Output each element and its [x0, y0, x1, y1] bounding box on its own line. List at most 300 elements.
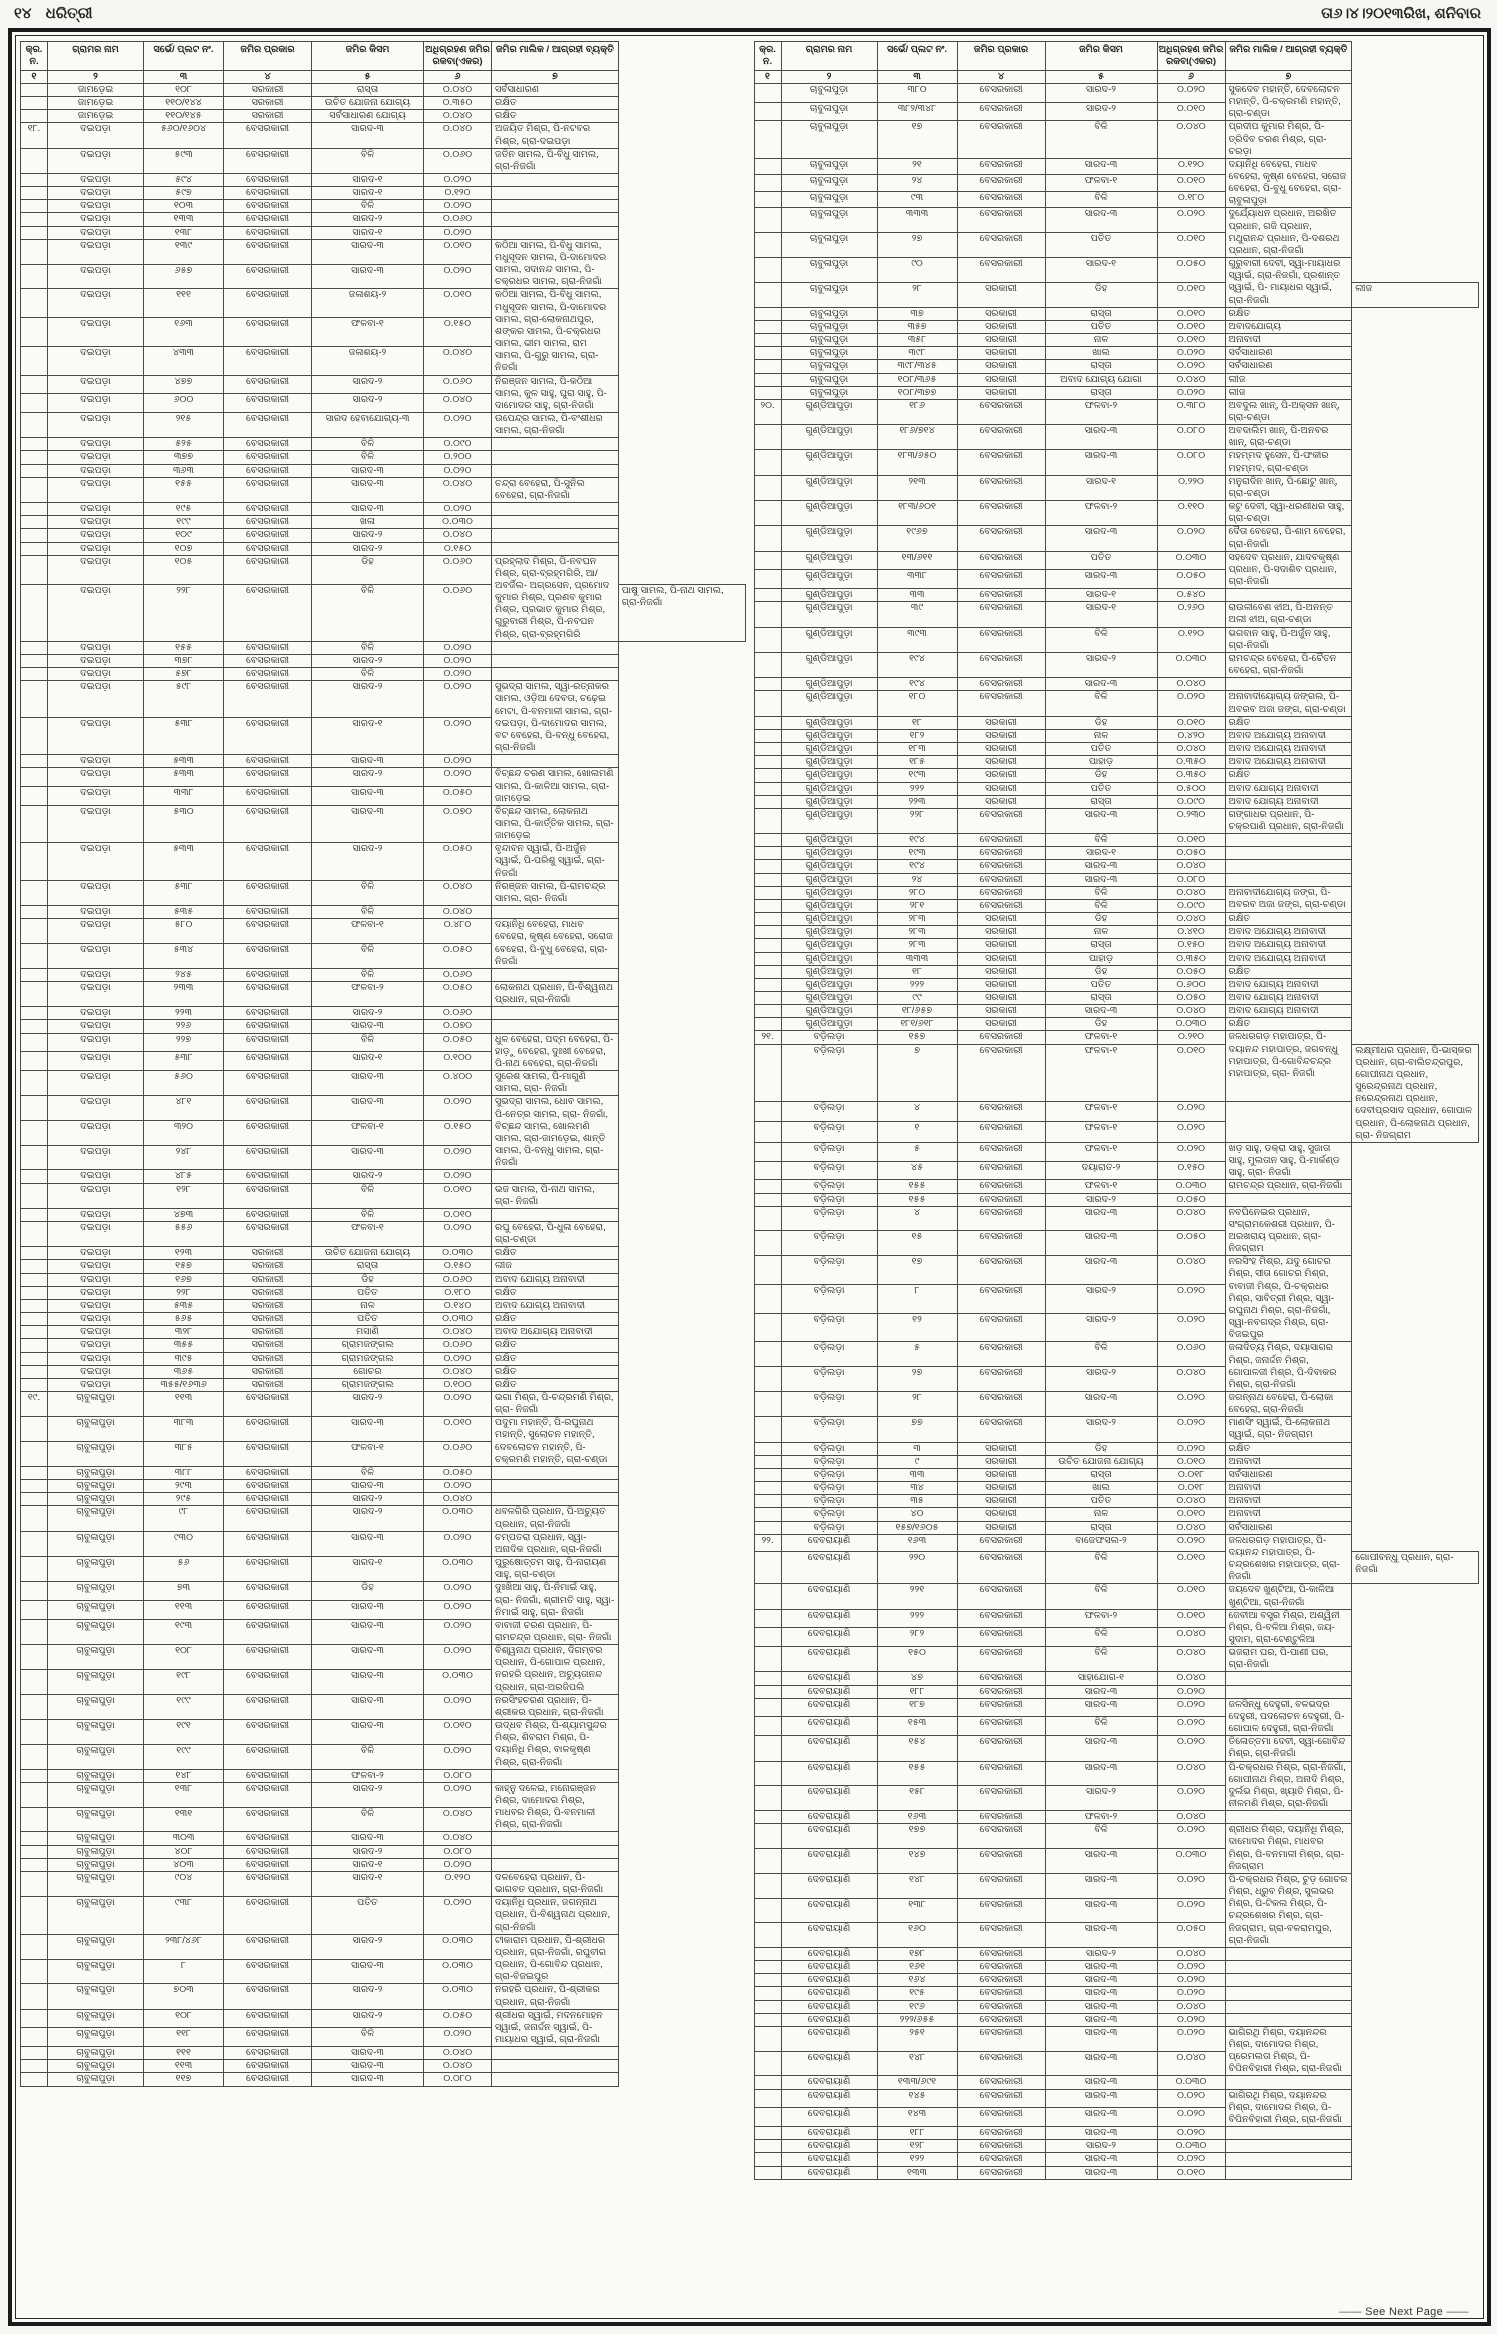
table-row [754, 926, 1479, 939]
village-cell: ଚାବୁଳାପୁଡ଼ା [48, 1984, 144, 2009]
table-row [21, 1601, 746, 1620]
kisam-cell: ସାରଦ-୧ [312, 226, 424, 239]
area-cell: ୦.୦୬୦ [424, 555, 492, 584]
survey-plot-cell: ୧୪୭ [877, 1849, 957, 1874]
owner-cell: ଅବଦୁଲ ଖାନ୍, ପି-ଅକ୍ସନ ଖାନ୍, ଗ୍ରା-ଚଣ୍ଡା [1225, 399, 1352, 424]
area-cell: ୦.୦୧୦ [1157, 175, 1225, 192]
village-cell: ଦଇପଡ଼ା [48, 394, 144, 413]
serial-cell [21, 585, 48, 642]
owner-cell: ଉପେନ୍ଦ୍ର ସାମଲ, ପି-ବଂଶୀଧର ସାମଲ, ଗ୍ରା-ନିଜଗାଁ [492, 412, 619, 437]
kisam-cell: ସାରଦ-୩ [312, 1669, 424, 1694]
survey-plot-cell: ୩୨୦ [144, 1121, 224, 1146]
serial-cell [21, 1313, 48, 1326]
owner-cell: ରକ୍ଷିତ [492, 1378, 619, 1391]
table-row [754, 1495, 1479, 1508]
kisam-cell: ବିଳି [312, 438, 424, 451]
village-cell: ଦଇପଡ଼ା [48, 451, 144, 464]
area-cell: ୦.୦୬୦ [424, 585, 492, 642]
survey-plot-cell: ୧୯୫ [877, 1987, 957, 2000]
kisam-cell: ସାରଦ-୨ [1045, 1786, 1157, 1811]
owner-cell: ରକ୍ଷିତ [1225, 716, 1352, 729]
village-cell: ଚାବୁଳାପୁଡ଼ା [48, 2073, 144, 2086]
land-type-cell: ସରକାରୀ [957, 360, 1045, 373]
table-row [754, 1672, 1479, 1685]
table-row [754, 1647, 1479, 1672]
survey-plot-cell: ୫୩୮ [144, 1052, 224, 1071]
serial-cell [21, 346, 48, 375]
land-type-cell: ବେସରକାରୀ [224, 1145, 312, 1170]
serial-cell [754, 1873, 781, 1898]
area-cell: ୦.୦୨୦ [1157, 1898, 1225, 1923]
survey-plot-cell: ୫ [877, 1142, 957, 1161]
owner-cell [1225, 589, 1352, 602]
owner-cell [1225, 2166, 1352, 2179]
kisam-cell: ଡିହ [1045, 769, 1157, 782]
area-cell: ୦.୦୨୦ [1157, 1961, 1225, 1974]
serial-cell [21, 1769, 48, 1782]
village-cell: ଦେବରାୟାଣି [781, 1534, 877, 1551]
area-cell: ୦.୦୪୦ [1157, 121, 1225, 158]
serial-cell [754, 1647, 781, 1672]
village-cell: ଦଇପଡ଼ା [48, 239, 144, 264]
kisam-cell: ରାସ୍ତା [1045, 795, 1157, 808]
owner-cell: ଅବାଦ ଯୋଗ୍ୟ ଅନାବାଦୀ [1225, 992, 1352, 1005]
area-cell: ୦.୦୨୦ [1157, 83, 1225, 102]
column-number-cell: ୭ [492, 70, 619, 83]
serial-cell [21, 394, 48, 413]
serial-cell [754, 1417, 781, 1442]
column-number-cell: ୬ [1157, 70, 1225, 83]
area-cell: ୦.୦୧୦ [1157, 2166, 1225, 2179]
owner-cell: ରକ୍ଷିତ [1225, 965, 1352, 978]
date-line: ତା୬।୪।୨୦୧୩ରିଖ, ଶନିବାର [1321, 5, 1481, 22]
land-type-cell: ସରକାରୀ [224, 1378, 312, 1391]
owner-cell: ସହଦେବ ପ୍ରଧାନ, ଯାଦବକୃଷ୍ଣ ପ୍ରଧାନ, ପି-ସଦାଶିବ ପ୍ରଧାନ, ଗ୍ରା-ନିଜଗାଁ [1225, 551, 1352, 588]
kisam-cell: ବିଳି [1045, 899, 1157, 912]
kisam-cell: ସାରଦ-୩ [312, 264, 424, 289]
table-row [754, 282, 1479, 307]
area-cell: ୦.୦୫୦ [1157, 965, 1225, 978]
area-cell: ୦.୦୪୦ [424, 477, 492, 502]
village-cell: ଦେବରାୟାଣି [781, 1685, 877, 1698]
survey-plot-cell: ୨୭ [877, 1367, 957, 1392]
survey-plot-cell: ୯୮ [144, 1506, 224, 1531]
table-row [21, 1858, 746, 1871]
serial-cell [21, 1273, 48, 1286]
area-cell: ୦.୦୬୦ [424, 968, 492, 981]
kisam-cell: ସାରଦ-୨ [1045, 652, 1157, 677]
village-cell: ଦଇପଡ଼ା [48, 654, 144, 667]
area-cell: ୦.୦୨୦ [1157, 1534, 1225, 1551]
table-row [21, 542, 746, 555]
table-row [21, 1096, 746, 1121]
survey-plot-cell: ୧୩/୬୧୧ [877, 551, 957, 570]
table-row [21, 555, 746, 584]
serial-cell [21, 1531, 48, 1556]
survey-plot-cell: ୧୬୧ [877, 1961, 957, 1974]
survey-plot-cell: ୫୫୬ [144, 1221, 224, 1246]
survey-plot-cell: ୧୮ [877, 965, 957, 978]
owner-cell [492, 451, 619, 464]
serial-cell [754, 2026, 781, 2051]
table-row [754, 1031, 1479, 1044]
survey-plot-cell: ୧୧୧ [144, 289, 224, 318]
land-type-cell: ବେସରକାରୀ [957, 1947, 1045, 1960]
serial-cell [21, 1934, 48, 1959]
village-cell: ଦଇପଡ଼ା [48, 880, 144, 905]
survey-plot-cell: ୧୦୩ [144, 200, 224, 213]
kisam-cell: ସାରଦ-୨ [312, 654, 424, 667]
table-row [754, 360, 1479, 373]
table-row [21, 148, 746, 173]
owner-cell: ଅନାବାଦୀ [1225, 1455, 1352, 1468]
kisam-cell: ସାରଦ-୨ [1045, 1313, 1157, 1342]
table-row [754, 233, 1479, 258]
village-cell: ଦଇପଡ଼ା [48, 1052, 144, 1071]
land-type-cell: ବେସରକାରୀ [957, 2166, 1045, 2179]
land-acquisition-table-right [754, 41, 1480, 2180]
table-row [21, 412, 746, 437]
village-cell: ଗୁଣ୍ଡିଆପୁଡ଼ା [781, 939, 877, 952]
survey-plot-cell: ୧୨୮ [877, 2140, 957, 2153]
owner-cell: କଠିଆ ସାମଲ, ପି-ବିଧୁ ସାମଲ, ମଧୁସୂଦନ ସାମଲ, ପି-ଦାମୋଦର ସାମଲ, ସଦାନନ୍ଦ ସାମଲ, ପି-ଚକ୍ରଧର ସାମଲ, ଗ୍ରା-ନିଜଗାଁ [492, 239, 619, 289]
kisam-cell: ସାରଦ-୩ [312, 787, 424, 806]
kisam-cell: ନାଳ [1045, 729, 1157, 742]
village-cell: ଗୁଣ୍ଡିଆପୁଡ଼ା [781, 729, 877, 742]
serial-cell [21, 226, 48, 239]
land-type-cell: ବେସରକାରୀ [957, 1122, 1045, 1143]
serial-cell [754, 589, 781, 602]
land-type-cell: ବେସରକାରୀ [224, 375, 312, 394]
owner-cell: ଲୀଜ [1225, 386, 1352, 399]
survey-plot-cell: ୩ [877, 1442, 957, 1455]
land-type-cell: ସରକାରୀ [957, 1455, 1045, 1468]
land-type-cell: ବେସରକାରୀ [957, 1761, 1045, 1786]
land-type-cell: ବେସରକାରୀ [224, 944, 312, 969]
survey-plot-cell: ୧୯୬ [877, 2000, 957, 2013]
area-cell: ୦.୦୫୦ [1157, 1923, 1225, 1948]
serial-cell [754, 1551, 781, 1584]
area-cell: ୦.୦୪୦ [424, 1832, 492, 1845]
owner-cell: ପି-ଚକ୍ରଧର ମିଶ୍ର, ଗ୍ରା-ନିଜଗାଁ, ଗୋପୀନାଥ ମିଶ୍ର, ଅନାଦି ମିଶ୍ର, ଦୁର୍ଲଭ ମିଶ୍ର, ଖ୍ୟାତି ମିଶ୍ର, ପି-ନୀଳମଣି ମିଶ୍ର, ଗ୍ରା-ନିଜଗାଁ [1225, 1761, 1352, 1811]
table-row [21, 1313, 746, 1326]
village-cell: ବଡ଼ିଲଡ଼ା [781, 1468, 877, 1481]
kisam-cell: ଖାଲ [1045, 1482, 1157, 1495]
village-cell: ଦଇପଡ଼ା [48, 174, 144, 187]
land-acquisition-table-left [20, 41, 746, 2087]
table-row [754, 860, 1479, 873]
paper-name: ଧରିତ୍ରୀ [45, 5, 93, 22]
land-type-cell: ବେସରକାରୀ [957, 886, 1045, 899]
table-row [754, 347, 1479, 360]
owner-cell: ମହମ୍ମଦ ହୁସେନ, ପି-ଫକୀର ମହମ୍ମଦ, ଗ୍ରା-ଚଣ୍ଡା [1225, 450, 1352, 475]
serial-cell [21, 1033, 48, 1052]
village-cell: ଦଇପଡ଼ା [48, 555, 144, 584]
serial-cell [754, 965, 781, 978]
land-type-cell: ବେସରକାରୀ [224, 213, 312, 226]
land-type-cell: ବେସରକାରୀ [957, 1284, 1045, 1313]
survey-plot-cell: ୯୦୪ [144, 1871, 224, 1896]
area-cell: ୦.୧୦୦ [424, 1052, 492, 1071]
village-cell: ଦଇପଡ଼ା [48, 1326, 144, 1339]
village-cell: ଗୁଣ୍ଡିଆପୁଡ଼ା [781, 425, 877, 450]
land-type-cell: ବେସରକାରୀ [957, 1180, 1045, 1193]
owner-cell: ନବଘିନେଇର ପ୍ରଧାନ, ସଂଗ୍ରାମକେଶରୀ ପ୍ରଧାନ, ପି-ଅରଖରାୟ ପ୍ରଧାନ, ଗ୍ରା- ନିଜଗ୍ରାମ [1225, 1206, 1352, 1256]
table-row [21, 1442, 746, 1467]
table-row [754, 570, 1479, 589]
land-type-cell: ସରକାରୀ [957, 769, 1045, 782]
village-cell: ଦଇପଡ଼ା [48, 1007, 144, 1020]
survey-plot-cell: ୧୯୩ [144, 1619, 224, 1644]
area-cell: ୦.୦୨୦ [1157, 1122, 1225, 1143]
land-type-cell: ବେସରକାରୀ [957, 2153, 1045, 2166]
kisam-cell: ସାରଦ-୩ [1045, 873, 1157, 886]
serial-cell [21, 1096, 48, 1121]
land-type-cell: ବେସରକାରୀ [957, 1647, 1045, 1672]
serial-cell [21, 318, 48, 347]
village-cell: ଗୁଣ୍ଡିଆପୁଡ଼ା [781, 965, 877, 978]
village-cell: ବଡ଼ିଲଡ଼ା [781, 1313, 877, 1342]
owner-cell [1225, 1974, 1352, 1987]
serial-cell [754, 2108, 781, 2127]
owner-cell: ଦୈତା ବେହେରା, ପି-ଶାମ ବେହେରା, ଗ୍ରା-ନିଜଗାଁ [1225, 526, 1352, 551]
village-cell: ଦଇପଡ଼ା [48, 200, 144, 213]
owner-cell: ଧବଳଗିରି ପ୍ରଧାନ, ପି-ଅଚ୍ୟୁତ ପ୍ରଧାନ, ଗ୍ରା-ନିଜଗାଁ [492, 1506, 619, 1531]
village-cell: ଦେବରାୟାଣି [781, 2127, 877, 2140]
survey-plot-cell: ୧୯୫ [144, 503, 224, 516]
owner-cell: ଲୀଜ [492, 1260, 619, 1273]
kisam-cell: ବିଳି [1045, 1628, 1157, 1647]
land-type-cell: ସରକାରୀ [957, 334, 1045, 347]
village-cell: ଗୁଣ୍ଡିଆପୁଡ଼ା [781, 1005, 877, 1018]
owner-cell: ଅବାଦ ଯୋଗ୍ୟ ଅନାବାଦୀ [1225, 978, 1352, 991]
owner-cell: ଲୀଜ [1352, 282, 1479, 307]
survey-plot-cell: ୨୮୩ [877, 939, 957, 952]
area-cell: ୦.୦୫୦ [1157, 1231, 1225, 1256]
owner-cell [492, 755, 619, 768]
land-type-cell: ବେସରକାରୀ [224, 1071, 312, 1096]
area-cell: ୦.୦୨୦ [1157, 1685, 1225, 1698]
kisam-cell: ସାରଦ-୩ [1045, 2076, 1157, 2089]
kisam-cell: ସାରଦ-୨ [312, 1934, 424, 1959]
area-cell: ୦.୦୨୦ [1157, 1442, 1225, 1455]
survey-plot-cell: ୫୩୫ [144, 906, 224, 919]
village-cell: ଦେବରାୟାଣି [781, 1647, 877, 1672]
table-row [754, 795, 1479, 808]
land-type-cell: ବେସରକାରୀ [957, 860, 1045, 873]
village-cell: ବଡ଼ିଲଡ଼ା [781, 1180, 877, 1193]
survey-plot-cell: ୧୮୩ [877, 743, 957, 756]
village-cell: ଦେବରାୟାଣି [781, 2153, 877, 2166]
area-cell: ୦.୧୫୦ [424, 318, 492, 347]
land-type-cell: ବେସରକାରୀ [224, 464, 312, 477]
kisam-cell: ରାସ୍ତା [1045, 307, 1157, 320]
owner-cell [492, 1845, 619, 1858]
serial-cell [754, 1206, 781, 1231]
serial-cell [754, 1824, 781, 1849]
land-type-cell: ବେସରକାରୀ [957, 1898, 1045, 1923]
table-row [21, 944, 746, 969]
kisam-cell: ପତିତ [1045, 743, 1157, 756]
area-cell: ୦.୦୫୦ [424, 982, 492, 1007]
village-cell: ଦେବରାୟାଣି [781, 1609, 877, 1628]
kisam-cell: ଉଚିତ ଯୋଜନା ଯୋଗ୍ୟ [1045, 1455, 1157, 1468]
table-row [754, 258, 1479, 283]
area-cell: ୦.୧୮୦ [1157, 191, 1225, 208]
land-type-cell: ବେସରକାରୀ [224, 2009, 312, 2028]
table-row [754, 1161, 1479, 1180]
kisam-cell: ବିଳି [312, 148, 424, 173]
area-cell: ୦.୦୩୦ [424, 1934, 492, 1959]
land-type-cell: ବେସରକାରୀ [957, 1824, 1045, 1849]
village-cell: ବଡ଼ିଲଡ଼ା [781, 1044, 877, 1101]
kisam-cell: ସାରଦ-୩ [312, 755, 424, 768]
survey-plot-cell: ୮ [144, 1959, 224, 1984]
area-cell: ୦.୦୨୦ [424, 1601, 492, 1620]
owner-cell: ରକ୍ଷିତ [1225, 1018, 1352, 1031]
survey-plot-cell: ୨୨୮ [144, 585, 224, 642]
village-cell: ଚାବୁଳାପୁଡ଼ା [781, 282, 877, 307]
survey-plot-cell: ୫୩୩ [144, 755, 224, 768]
survey-plot-cell: ୪୭୩ [144, 1208, 224, 1221]
owner-cell: ଦୟାନିଧି ପ୍ରଧାନ, ଜଗନ୍ନାଥ ପ୍ରଧାନ, ପି-ବିଶ୍ୱନାଥ ପ୍ରଧାନ, ଗ୍ରା-ନିଜଗାଁ [492, 1897, 619, 1934]
survey-plot-cell: ୫୯୭ [144, 187, 224, 200]
serial-cell [754, 1256, 781, 1285]
land-type-cell: ବେସରକାରୀ [224, 200, 312, 213]
village-cell: ଗୁଣ୍ଡିଆପୁଡ଼ା [781, 691, 877, 716]
serial-cell [754, 795, 781, 808]
serial-cell [21, 1807, 48, 1832]
land-type-cell: ବେସରକାରୀ [957, 1698, 1045, 1717]
table-row [21, 1208, 746, 1221]
table-row [21, 1557, 746, 1582]
serial-cell [754, 729, 781, 742]
village-cell: ଦେବରାୟାଣି [781, 2140, 877, 2153]
kisam-cell: ସାରଦ-୨ [312, 213, 424, 226]
area-cell: ୦.୦୯୦ [1157, 899, 1225, 912]
area-cell: ୦.୦୨୦ [424, 2028, 492, 2047]
survey-plot-cell: ୧୯୮ [144, 1669, 224, 1694]
serial-cell [754, 602, 781, 627]
land-type-cell: ବେସରକାରୀ [224, 477, 312, 502]
area-cell: ୦.୦୪୦ [424, 83, 492, 96]
kisam-cell: ସାରଦ-୩ [1045, 1987, 1157, 2000]
serial-cell [754, 1468, 781, 1481]
survey-plot-cell: ୧୯୯ [144, 516, 224, 529]
kisam-cell: ପତିତ [312, 1897, 424, 1934]
serial-cell [21, 1871, 48, 1896]
area-cell: ୦.୦୨୦ [1157, 2108, 1225, 2127]
survey-plot-cell: ୨୫୧ [877, 2026, 957, 2051]
table-row [754, 1044, 1479, 1101]
serial-cell [754, 83, 781, 102]
survey-plot-cell: ୩୯ [877, 602, 957, 627]
owner-cell [492, 200, 619, 213]
owner-cell [492, 438, 619, 451]
serial-cell [754, 501, 781, 526]
kisam-cell: ସାରଦ-୨ [1045, 1947, 1157, 1960]
land-type-cell: ବେସରକାରୀ [224, 681, 312, 718]
land-type-cell: ବେସରକାରୀ [224, 1007, 312, 1020]
table-row [21, 1286, 746, 1299]
kisam-cell: ଅବାଦ ଯୋଗ୍ୟ ଯୋଗା [1045, 373, 1157, 386]
serial-cell [21, 2047, 48, 2060]
kisam-cell: ଉଚିତ ଯୋଜନା ଯୋଗ୍ୟ [312, 1247, 424, 1260]
kisam-cell: ବିଳି [1045, 627, 1157, 652]
owner-cell: ସର୍ବସାଧାରଣ [1225, 1521, 1352, 1534]
owner-cell: ବୃନ୍ଦାବନ ସ୍ୱାଇଁ, ପି-ଅର୍ଜୁନ ସ୍ୱାଇଁ, ପି-ପରିଶୁ ସ୍ୱାଇଁ, ଗ୍ରା- ନିଜଗାଁ [492, 843, 619, 880]
area-cell: ୦.୦୬୦ [424, 1339, 492, 1352]
kisam-cell: ଫଳବା-୨ [1045, 1609, 1157, 1628]
survey-plot-cell: ୬୫୭ [144, 264, 224, 289]
area-cell: ୦.୦୨୦ [424, 1744, 492, 1769]
survey-plot-cell: ୧୦୭ [144, 542, 224, 555]
kisam-cell: ସାରଦ-୩ [1045, 1898, 1157, 1923]
serial-cell [21, 1959, 48, 1984]
village-cell: ଦେବରାୟାଣି [781, 1898, 877, 1923]
area-cell: ୦.୦୧୦ [424, 1417, 492, 1442]
table-row [754, 939, 1479, 952]
kisam-cell: ସାରଦ-୧ [1045, 602, 1157, 627]
kisam-cell: ସାରଦ-୩ [1045, 425, 1157, 450]
kisam-cell: ସାରଦ-୨ [312, 1392, 424, 1417]
kisam-cell: ଫଳବା-୧ [1045, 175, 1157, 192]
owner-cell: ରକ୍ଷିତ [492, 110, 619, 123]
table-row [754, 769, 1479, 782]
owner-cell: ଅବାଦ ଯୋଗ୍ୟ ଅନାବାଦୀ [492, 1273, 619, 1286]
land-type-cell: ବେସରକାରୀ [224, 1557, 312, 1582]
kisam-cell: ରାସ୍ତା [1045, 992, 1157, 1005]
kisam-cell: ସାରଦ-୩ [312, 2073, 424, 2086]
area-cell: ୦.୦୪୦ [1157, 373, 1225, 386]
village-cell: ଦଇପଡ଼ା [48, 968, 144, 981]
land-type-cell: ବେସରକାରୀ [224, 289, 312, 318]
table-row [754, 1231, 1479, 1256]
area-cell: ୦.୦୨୦ [424, 718, 492, 755]
survey-plot-cell: ୧୯୪ [877, 860, 957, 873]
village-cell: ଗୁଣ୍ଡିଆପୁଡ଼ା [781, 834, 877, 847]
survey-plot-cell: ୨୮୧ [877, 899, 957, 912]
table-row [21, 1121, 746, 1146]
kisam-cell: ଗ୍ରାମଜଙ୍ଗଲ [312, 1352, 424, 1365]
table-row [21, 843, 746, 880]
table-row [21, 1378, 746, 1391]
serial-cell [754, 992, 781, 1005]
area-cell: ୦.୦୨୦ [424, 264, 492, 289]
serial-cell [754, 1987, 781, 2000]
owner-cell: ଜଳସିନ୍ଧୁ ଦେହୁରୀ, ବଳଭଦ୍ର ଦେହୁରୀ, ପଦଲୋଚନ ଦେହୁରୀ, ପି-ଗୋପାଳ ଦେହୁରୀ, ଗ୍ରା-ନିଜଗାଁ [1225, 1698, 1352, 1735]
serial-cell [21, 1858, 48, 1871]
owner-cell: ସର୍ବସାଧାରଣ [1225, 1468, 1352, 1481]
serial-cell [754, 307, 781, 320]
table-row [21, 1645, 746, 1670]
village-cell: ଦଇପଡ଼ା [48, 843, 144, 880]
village-cell: ଗୁଣ୍ଡିଆପୁଡ଼ା [781, 602, 877, 627]
village-cell: ଚାବୁଳାପୁଡ଼ା [48, 1392, 144, 1417]
table-row [21, 681, 746, 718]
serial-cell [21, 529, 48, 542]
village-cell: ଦଇପଡ଼ା [48, 755, 144, 768]
village-cell: ଦଇପଡ଼ା [48, 1273, 144, 1286]
table-row [21, 805, 746, 842]
village-cell: ଚାବୁଳାପୁଡ଼ା [781, 320, 877, 333]
survey-plot-cell: ୧୫୦ [877, 1647, 957, 1672]
survey-plot-cell: ୨୯୩ [144, 1480, 224, 1493]
owner-cell [492, 1480, 619, 1493]
serial-cell [21, 1208, 48, 1221]
village-cell: ଦଇପଡ଼ା [48, 1247, 144, 1260]
survey-plot-cell: ୧୯୩ [877, 847, 957, 860]
